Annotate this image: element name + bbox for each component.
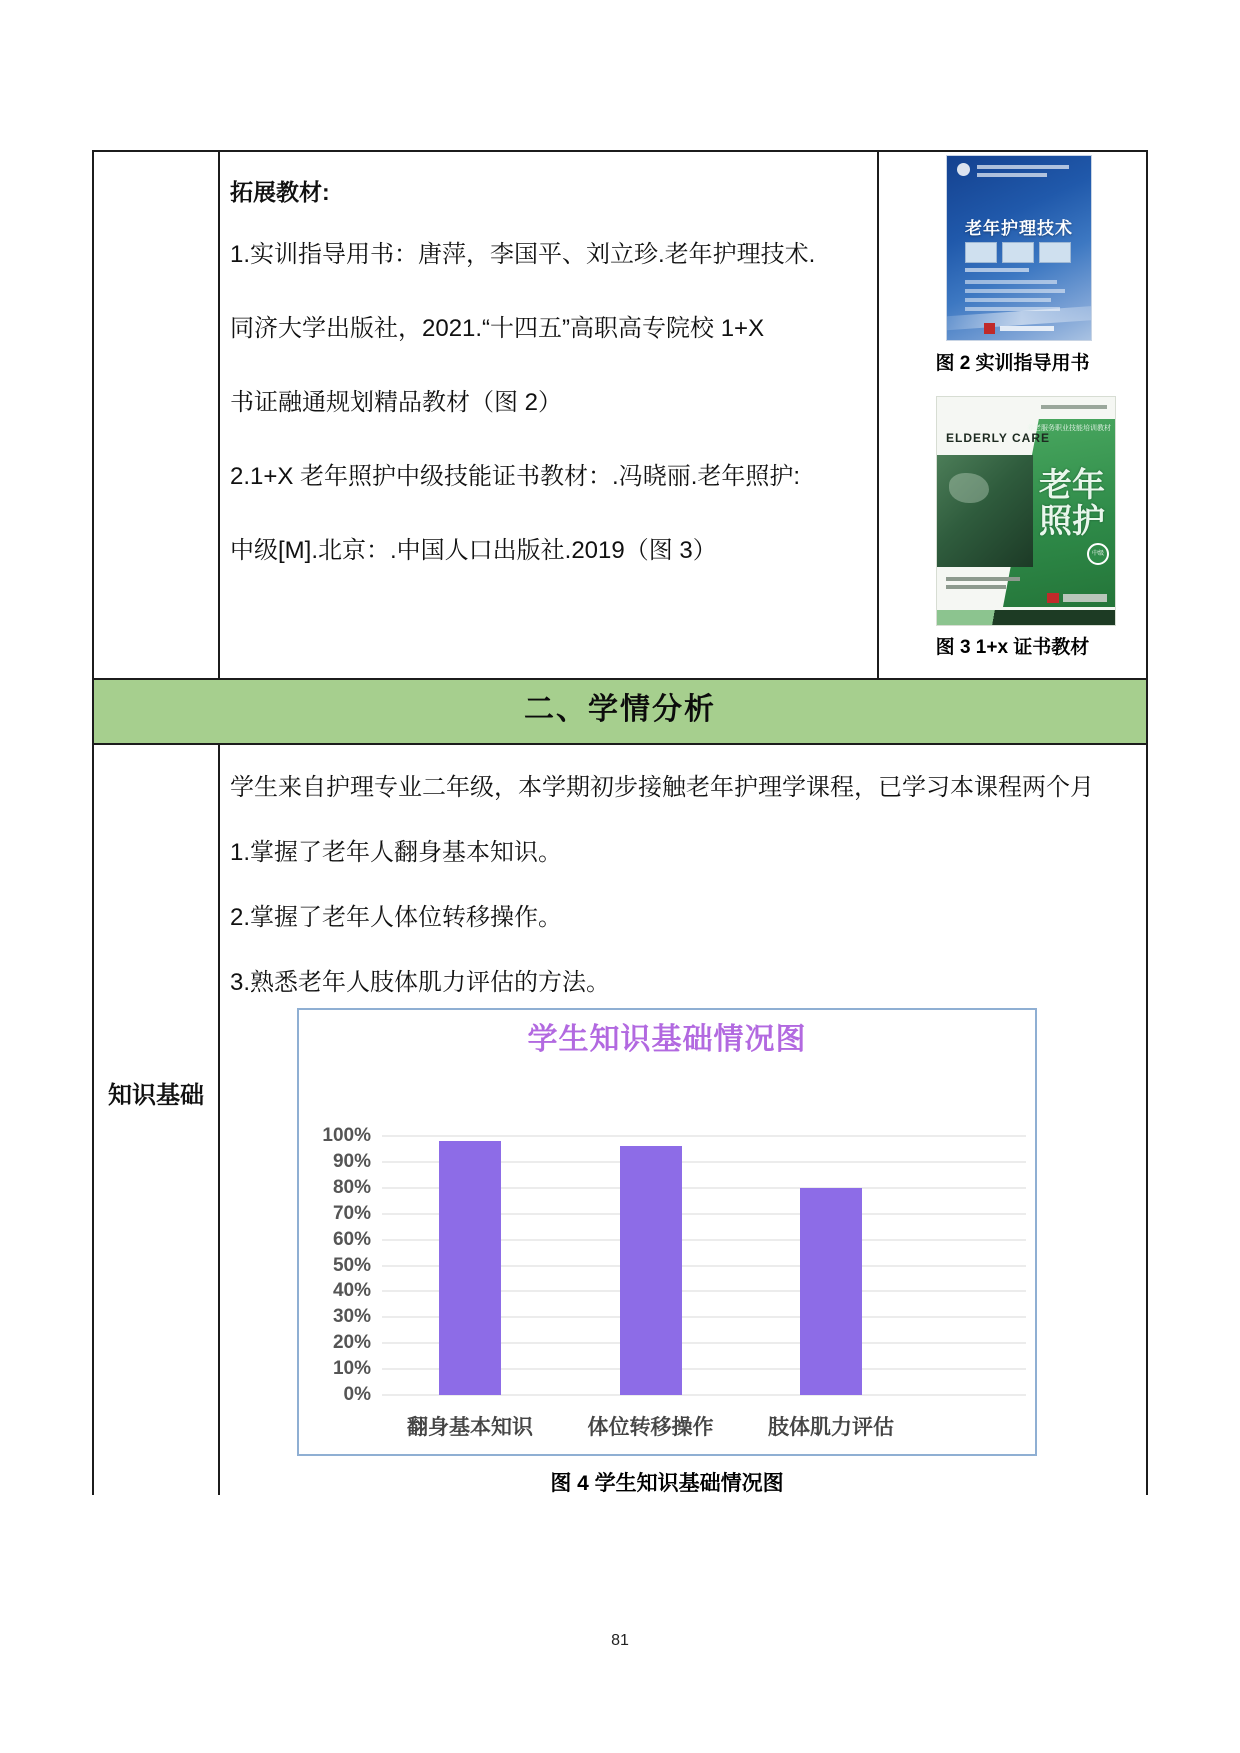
cover-decor-line: [946, 585, 1006, 589]
cover-decor-line: [977, 173, 1047, 177]
book-cover-geriatric-nursing-technology: [947, 156, 1091, 340]
publisher-logo-icon: [957, 163, 970, 176]
book2-cover-title-line1: 老年: [1039, 466, 1105, 503]
cover-photo-thumbnails: [965, 242, 1071, 263]
book2-cover-title-line2: 照护: [1039, 502, 1105, 539]
chart-ytick-label: 20%: [332, 1332, 371, 1354]
materials-line: 同济大学出版社，2021.“十四五”高职高专院校 1+X: [230, 315, 765, 342]
materials-line: 2.1+X 老年照护中级技能证书教材：.冯晓丽.老年照护:: [230, 463, 801, 490]
book-cover-elderly-care: [937, 397, 1115, 625]
materials-label-cell: [94, 152, 220, 678]
level-badge: 中级: [1087, 543, 1109, 565]
cover-decor-line: [965, 268, 1029, 272]
figure3-caption: 图 3 1+x 证书教材: [935, 637, 1090, 658]
book2-cover-brand: ELDERLY CARE: [946, 431, 1051, 445]
chart-gridline: [382, 1135, 1026, 1137]
cover-decor-line: [977, 165, 1069, 169]
book1-cover-title: 老年护理技术: [965, 219, 1073, 238]
learner-intro-text: 学生来自护理专业二年级，本学期初步接触老年护理学课程，已学习本课程两个月: [230, 774, 1094, 801]
cover-decor-line: [965, 289, 1065, 293]
materials-line: 书证融通规划精品教材（图 2）: [230, 389, 563, 416]
cover-decor-line: [946, 577, 1020, 581]
cover-decor-line: [1041, 405, 1107, 409]
cover-footer-strip: [937, 610, 1115, 625]
materials-text-cell: [220, 152, 879, 678]
cover-decor-line: [965, 280, 1057, 284]
chart-ytick-label: 30%: [332, 1306, 371, 1328]
knowledge-base-label-cell: [94, 745, 220, 1495]
cover-photo: [937, 455, 1033, 567]
knowledge-item: 3.熟悉老年人肢体肌力评估的方法。: [230, 969, 611, 996]
page-number: 81: [611, 1632, 629, 1649]
chart-ytick-label: 0%: [343, 1384, 371, 1405]
chart-title: 学生知识基础情况图: [527, 1023, 807, 1056]
chart-ytick-label: 10%: [332, 1358, 371, 1380]
publisher-mark: [1047, 593, 1107, 603]
knowledge-base-label: 知识基础: [108, 1082, 204, 1109]
chart-bar-翻身基本知识: [439, 1141, 501, 1395]
knowledge-item: 2.掌握了老年人体位转移操作。: [230, 904, 563, 931]
chart-xtick-label: 体位转移操作: [587, 1416, 714, 1439]
chart-xtick-label: 翻身基本知识: [407, 1416, 533, 1439]
chart-bar-肢体肌力评估: [800, 1188, 862, 1395]
chart-ytick-label: 70%: [332, 1202, 371, 1224]
book2-cover-subtitle: 养老服务职业技能培训教材: [1027, 425, 1111, 432]
materials-figures-cell: [879, 152, 1146, 678]
book2-cover-title: [1039, 467, 1105, 539]
materials-heading: 拓展教材:: [230, 179, 330, 205]
materials-line: 1.实训指导用书：唐萍，李国平、刘立珍.老年护理技术.: [230, 241, 816, 268]
knowledge-base-content-cell: [220, 745, 1146, 1495]
chart-ytick-label: 50%: [332, 1254, 371, 1276]
chart-ytick-label: 90%: [332, 1150, 371, 1172]
knowledge-item: 1.掌握了老年人翻身基本知识。: [230, 839, 563, 866]
figure2-caption: 图 2 实训指导用书: [935, 353, 1090, 374]
chart-ytick-label: 40%: [332, 1280, 371, 1302]
chart-ytick-label: 80%: [332, 1176, 371, 1198]
chart-bar-体位转移操作: [620, 1146, 682, 1395]
cover-decor-line: [965, 298, 1051, 302]
table-row-knowledge-base: [92, 745, 1148, 1495]
knowledge-chart: [297, 1008, 1037, 1456]
section-banner-learner-analysis: 二、学情分析: [92, 680, 1148, 745]
materials-line: 中级[M].北京：.中国人口出版社.2019（图 3）: [230, 537, 717, 564]
publisher-mark: [947, 323, 1091, 334]
chart-ytick-label: 100%: [322, 1125, 371, 1146]
table-row-materials: [92, 150, 1148, 680]
chart-ytick-label: 60%: [332, 1228, 371, 1250]
chart-xtick-label: 肢体肌力评估: [768, 1416, 894, 1439]
figure4-caption: 图 4 学生知识基础情况图: [550, 1472, 784, 1495]
